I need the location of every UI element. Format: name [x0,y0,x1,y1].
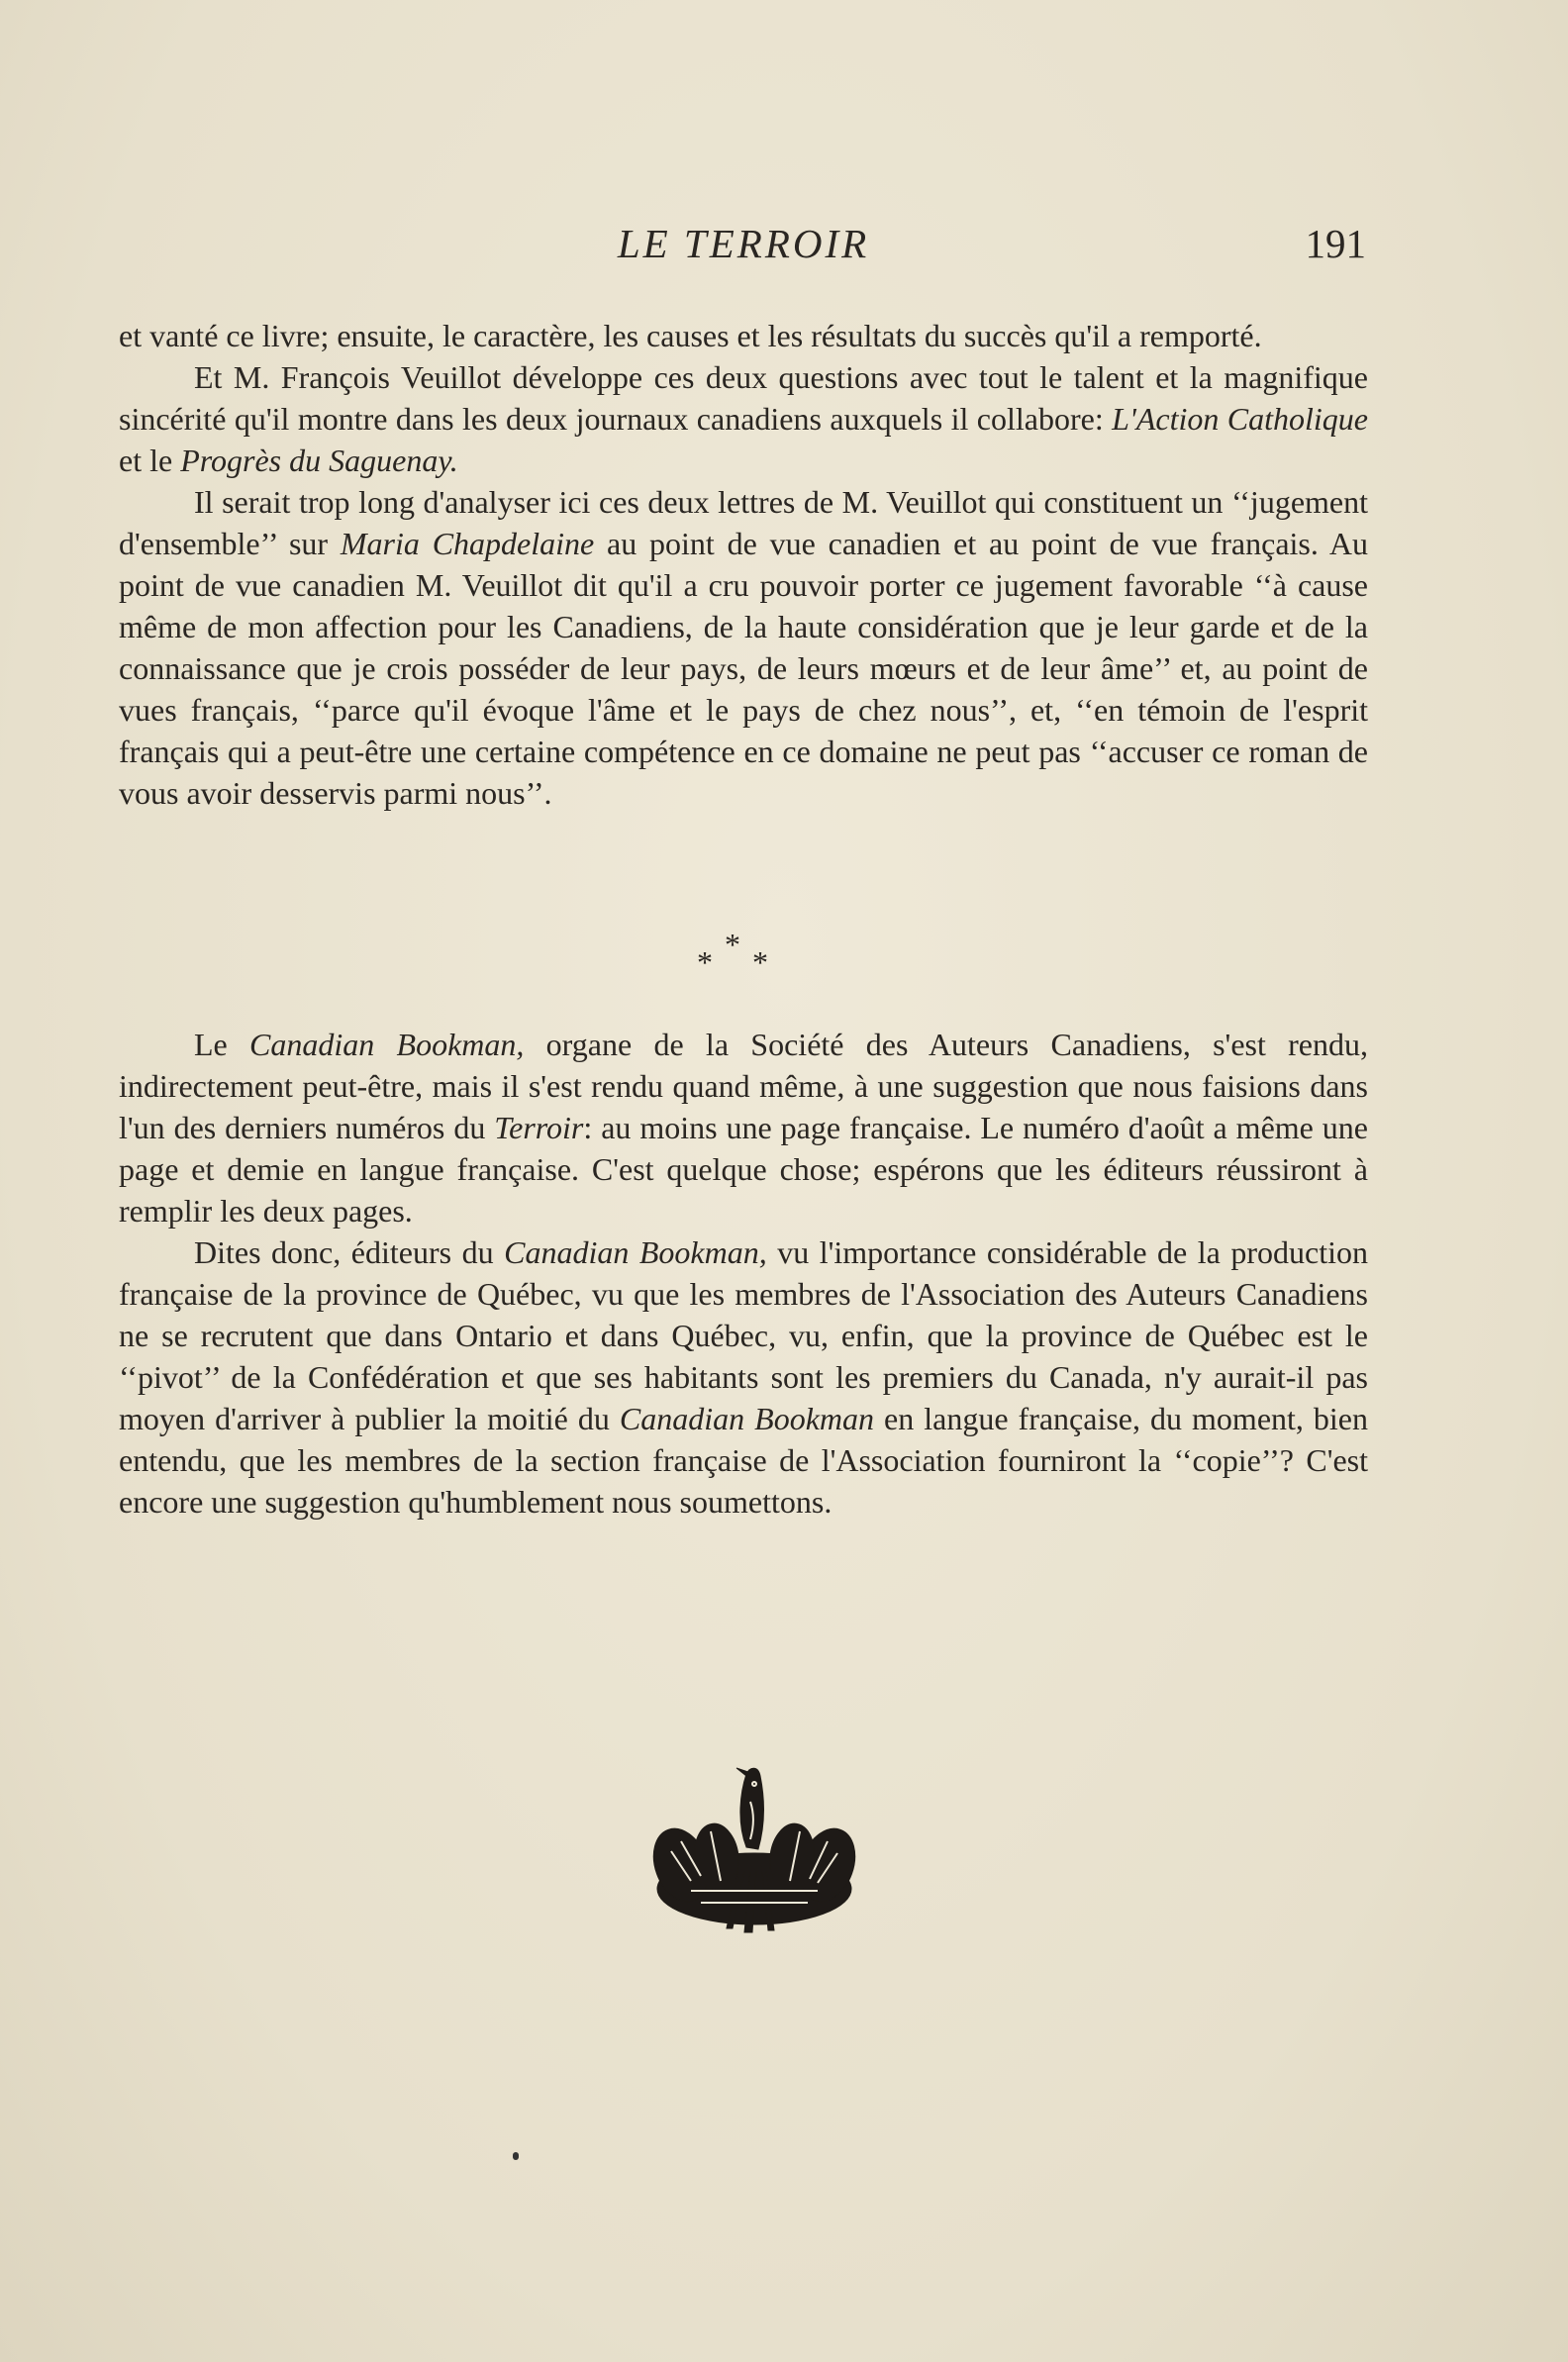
page-header [119,220,1368,279]
journal-title: Terroir [494,1110,584,1145]
page-number: 191 [1305,221,1366,266]
paragraph-text: vu l'importance considérable de la production française de la province de Québec, vu que les membres de l'Association des Auteurs Canadiens ne se recrutent que dans Ontario et dans Québec, vu, enfin, que la province de Québec est le ‘‘pivot’’ de la Confédération et que ses habitants sont les premiers du Canada, n'y aurait-il pas moyen d'arriver à publier la moitié du [119,1234,1369,1436]
paragraph-4 [119,1024,1368,1231]
section-bookman [119,1024,1368,1523]
paragraph-text: : au moins une page française. Le numéro d'août a même une page et demie en langue française. C'est quelque chose; espérons que les éditeurs réussiront à remplir les deux pages. [119,1110,1369,1229]
paragraph-text: Et M. François Veuillot développe ces deux questions avec tout le talent et la magnifique sincérité qu'il montre dans les deux journaux canadiens auxquels il collabore: [119,359,1368,437]
book-title: Maria Chapdelaine [340,526,595,561]
journal-title: Canadian Bookman, [504,1234,767,1270]
asterism-divider [675,927,794,984]
paragraph-1 [119,315,1368,356]
journal-title: Canadian Bookman [619,1401,875,1436]
paragraph-text: organe de la Société des Auteurs Canadiens, s'est rendu, indirectement peut-être, mais il s'est rendu quand même, à une suggestion que nous faisions dans l'un des derniers numéros du [119,1027,1369,1145]
paragraph-3 [119,481,1368,814]
journal-title: L'Action Catholique [1112,401,1368,437]
asterism-star: * [752,944,768,980]
paragraph-text: Dites donc, éditeurs du [194,1234,505,1270]
running-title: LE TERROIR [617,221,870,266]
paragraph-text: Il serait trop long d'analyser ici ces deux lettres de M. Veuillot qui constituent un ‘‘jugement d'ensemble’’ sur [119,484,1368,561]
paragraph-text: Le [194,1027,250,1062]
section-veuillot [119,315,1368,814]
journal-title: Canadian Bookman, [249,1027,525,1062]
paragraph-text: et le [119,443,181,478]
paragraph-2 [119,356,1368,481]
paragraph-text: et vanté ce livre; ensuite, le caractère, les causes et les résultats du succès qu'il a remporté. [119,318,1262,353]
paragraph-text: au point de vue canadien et au point de vue français. Au point de vue canadien M. Veuillot dit qu'il a cru pouvoir porter ce jugement favorable ‘‘à cause même de mon affection pour les Canadiens, de la haute considération que je leur garde et de la connaissance que je crois posséder de leur pays, de leurs mœurs et de leur âme’’ et, au point de vues français, ‘‘parce qu'il évoque l'âme et le pays de chez nous’’, et, ‘‘en témoin de l'esprit français qui a peut-être une certaine compétence en ce domaine ne peut pas ‘‘accuser ce roman de vous avoir desservis parmi nous’’. [119,526,1369,811]
ink-speck [513,2152,519,2160]
paragraph-text: en langue française, du moment, bien entendu, que les membres de la section française de l'Association fourniront la ‘‘copie’’? C'est encore une suggestion qu'humblement nous soumettons. [119,1401,1369,1520]
asterism-star: * [725,927,740,962]
wheat-sheaf-bird-ornament-icon [651,1762,857,1936]
journal-title: Progrès du Saguenay. [180,443,458,478]
paragraph-5 [119,1231,1368,1523]
asterism-star: * [697,944,713,980]
